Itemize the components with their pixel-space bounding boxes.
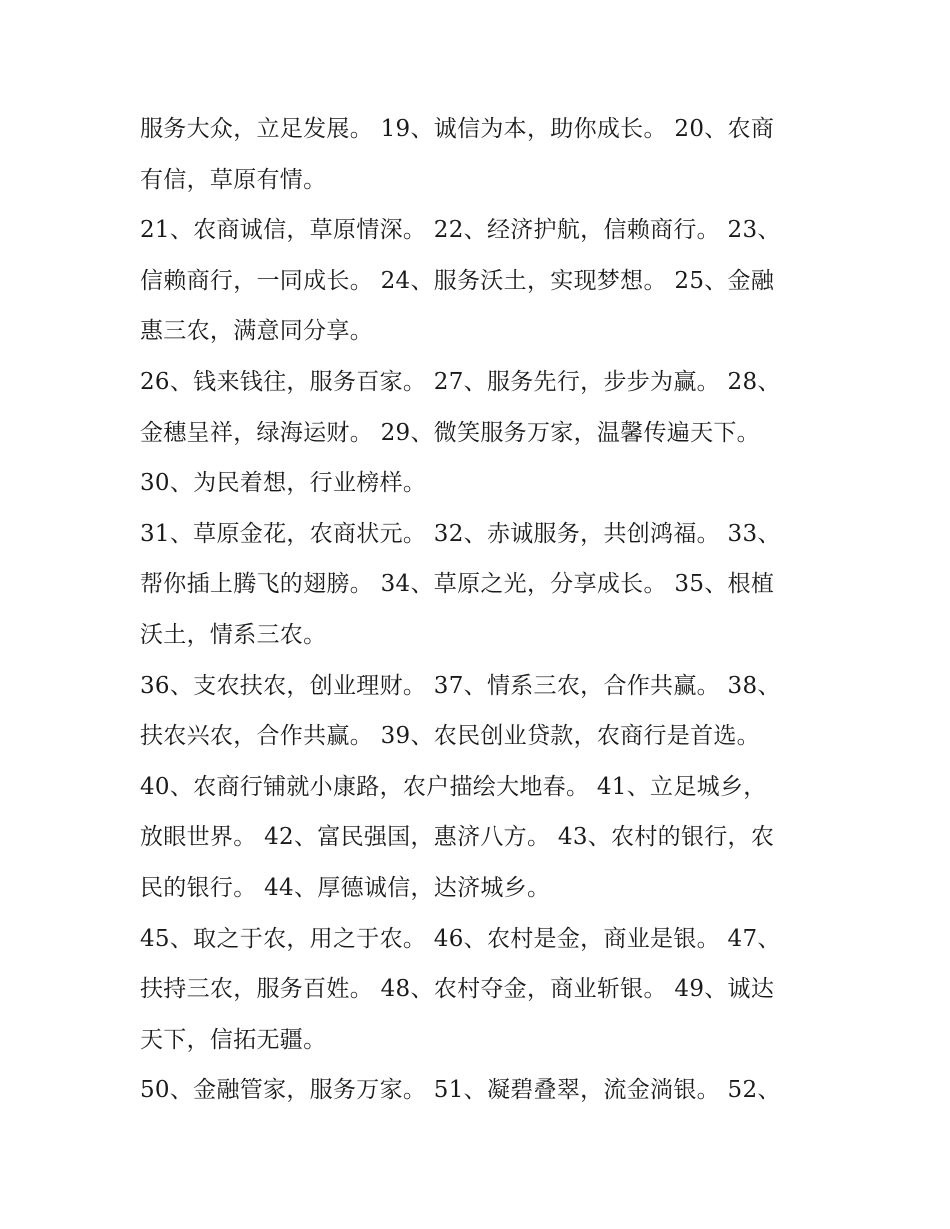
text-line-12: 36、支农扶农，创业理财。 37、情系三农，合作共赢。 38、 <box>140 672 781 699</box>
text-line-2: 有信，草原有情。 <box>140 166 327 193</box>
text-line-19: 天下，信拓无疆。 <box>140 1026 327 1053</box>
text-line-9: 31、草原金花，农商状元。 32、赤诚服务，共创鸿福。 33、 <box>140 520 781 547</box>
text-line-20: 50、金融管家，服务万家。 51、凝碧叠翠，流金淌银。 52、 <box>140 1077 781 1104</box>
text-line-1: 服务大众，立足发展。 19、诚信为本，助你成长。 20、农商 <box>140 116 775 142</box>
text-line-6: 26、钱来钱往，服务百家。 27、服务先行，步步为赢。 28、 <box>140 368 781 395</box>
document-body <box>140 104 820 1116</box>
text-line-5: 惠三农，满意同分享。 <box>140 318 373 345</box>
text-line-3: 21、农商诚信，草原情深。 22、经济护航，信赖商行。 23、 <box>140 217 781 244</box>
text-line-17: 45、取之于农，用之于农。 46、农村是金，商业是银。 47、 <box>140 925 781 952</box>
text-line-16: 民的银行。 44、厚德诚信，达济城乡。 <box>140 874 551 901</box>
text-line-18: 扶持三农，服务百姓。 48、农村夺金，商业斩银。 49、诚达 <box>140 976 775 1003</box>
text-line-14: 40、农商行铺就小康路，农户描绘大地春。 41、立足城乡， <box>140 773 767 800</box>
text-line-4: 信赖商行，一同成长。 24、服务沃土，实现梦想。 25、金融 <box>140 267 775 294</box>
text-line-13: 扶农兴农，合作共赢。 39、农民创业贷款，农商行是首选。 <box>140 723 760 750</box>
text-line-8: 30、为民着想，行业榜样。 <box>140 470 427 497</box>
text-line-15: 放眼世界。 42、富民强国，惠济八方。 43、农村的银行，农 <box>140 824 775 851</box>
text-line-10: 帮你插上腾飞的翅膀。 34、草原之光，分享成长。 35、根植 <box>140 571 775 598</box>
text-line-7: 金穗呈祥，绿海运财。 29、微笑服务万家，温馨传遍天下。 <box>140 419 760 446</box>
text-line-11: 沃土，情系三农。 <box>140 621 327 648</box>
